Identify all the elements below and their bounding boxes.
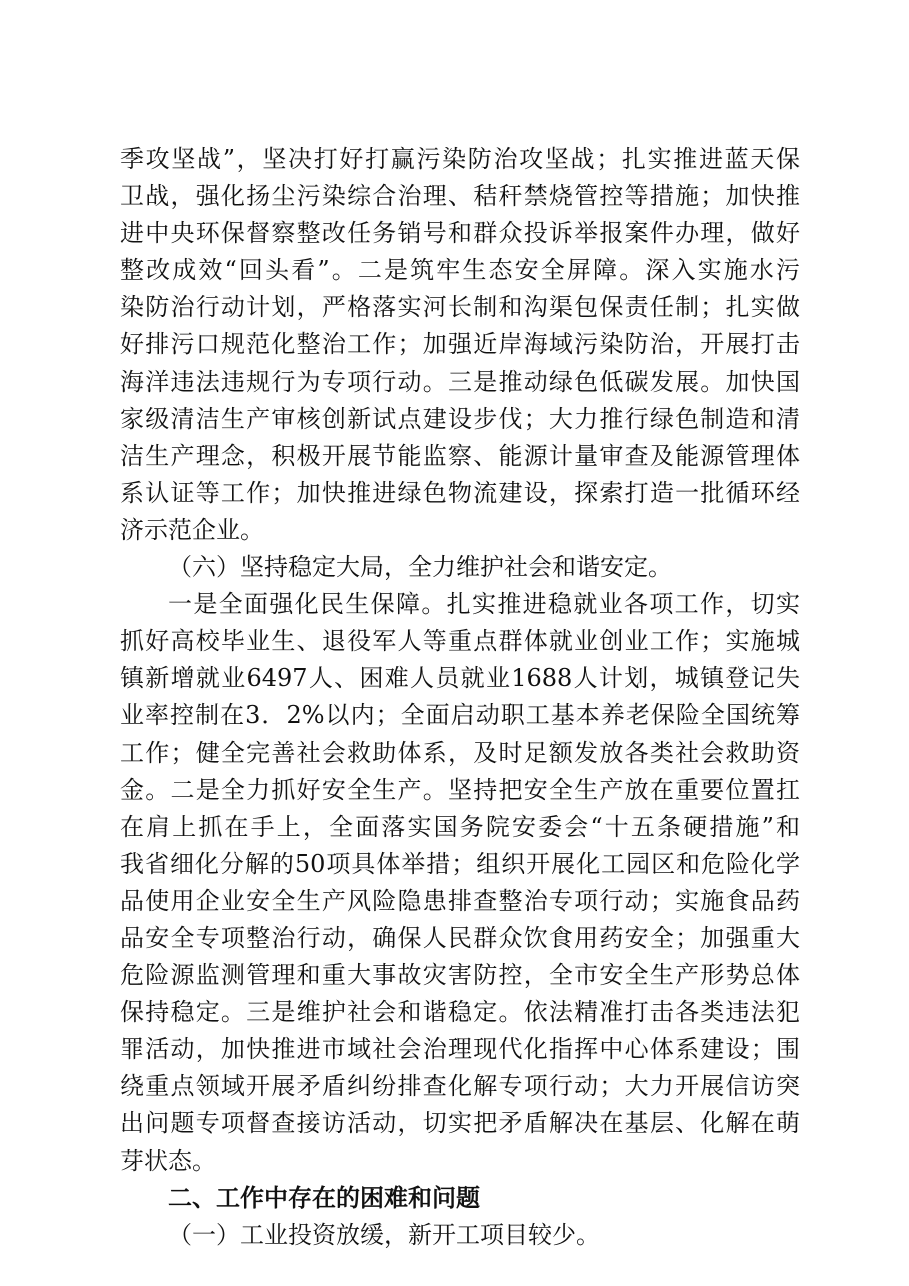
- text-line: 二、工作中存在的困难和问题: [168, 1183, 480, 1212]
- text-line: 品安全专项整治行动，确保人民群众饮食用药安全；加强重大: [120, 923, 800, 952]
- text-line: 季攻坚战”，坚决打好打赢污染防治攻坚战；扎实推进蓝天保: [120, 145, 800, 173]
- text-line: 工作；健全完善社会救助体系，及时足额发放各类社会救助资: [120, 738, 800, 767]
- text-line: 出问题专项督查接访活动，切实把矛盾解决在基层、化解在萌: [120, 1109, 800, 1138]
- text-line: 保持稳定。三是维护社会和谐稳定。依法精准打击各类违法犯: [120, 998, 800, 1027]
- text-line: 抓好高校毕业生、退役军人等重点群体就业创业工作；实施城: [120, 627, 800, 656]
- text-line: 在肩上抓在手上，全面落实国务院安委会“十五条硬措施”和: [120, 812, 800, 841]
- text-line: 家级清洁生产审核创新试点建设步伐；大力推行绿色制造和清: [120, 404, 800, 433]
- text-line: （六）坚持稳定大局，全力维护社会和谐安定。: [168, 553, 672, 582]
- text-line: 系认证等工作；加快推进绿色物流建设，探索打造一批循环经: [120, 478, 800, 507]
- text-line: 染防治行动计划，严格落实河长制和沟渠包保责任制；扎实做: [120, 293, 800, 322]
- text-line: 整改成效“回头看”。二是筑牢生态安全屏障。深入实施水污: [120, 256, 800, 285]
- text-line: 海洋违法违规行为专项行动。三是推动绿色低碳发展。加快国: [120, 367, 800, 396]
- text-line: 进中央环保督察整改任务销号和群众投诉举报案件办理，做好: [120, 219, 800, 248]
- text-line: 镇新增就业6497人、困难人员就业1688人计划，城镇登记失: [120, 664, 800, 693]
- text-line: 罪活动，加快推进市域社会治理现代化指挥中心体系建设；围: [120, 1035, 800, 1064]
- text-line: 一是全面强化民生保障。扎实推进稳就业各项工作，切实: [168, 590, 800, 619]
- text-line: （一）工业投资放缓，新开工项目较少。: [168, 1220, 600, 1249]
- text-line: 洁生产理念，积极开展节能监察、能源计量审查及能源管理体: [120, 441, 800, 470]
- body-text: [120, 141, 800, 1254]
- text-line: 危险源监测管理和重大事故灾害防控，全市安全生产形势总体: [120, 961, 800, 990]
- text-line: 芽状态。: [120, 1146, 216, 1175]
- text-line: 业率控制在3．2%以内；全面启动职工基本养老保险全国统筹: [120, 701, 800, 730]
- text-line: 金。二是全力抓好安全生产。坚持把安全生产放在重要位置扛: [120, 775, 800, 804]
- text-line: 卫战，强化扬尘污染综合治理、秸秆禁烧管控等措施；加快推: [120, 182, 800, 211]
- text-line: 品使用企业安全生产风险隐患排查整治专项行动；实施食品药: [120, 886, 800, 915]
- text-line: 济示范企业。: [120, 515, 264, 544]
- text-line: 绕重点领域开展矛盾纠纷排查化解专项行动；大力开展信访突: [120, 1072, 800, 1101]
- text-line: 我省细化分解的50项具体举措；组织开展化工园区和危险化学: [120, 849, 800, 878]
- text-line: 好排污口规范化整治工作；加强近岸海域污染防治，开展打击: [120, 330, 800, 359]
